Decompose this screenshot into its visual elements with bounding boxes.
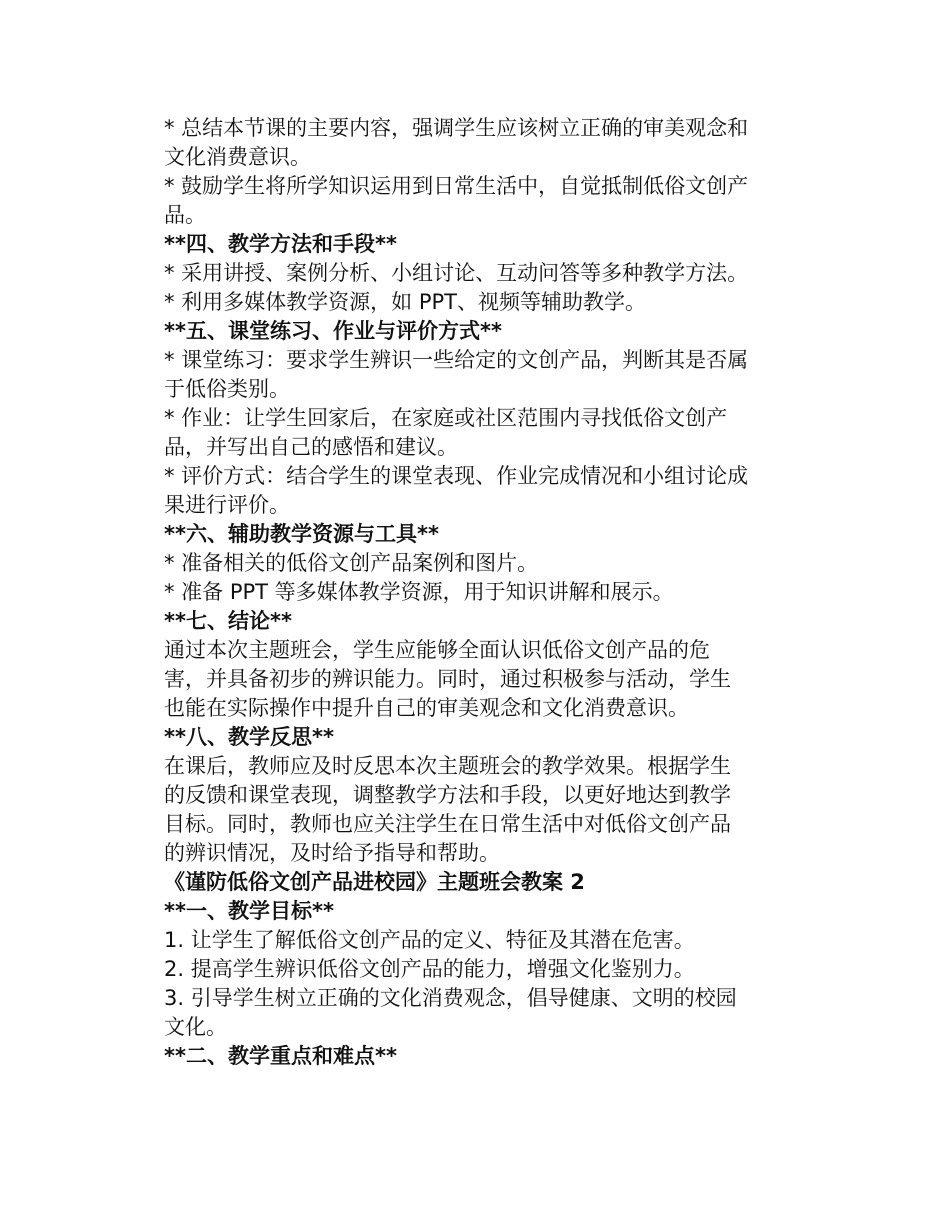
section-heading: **一、教学目标** <box>164 899 334 923</box>
document-title: 《谨防低俗文创产品进校园》主题班会教案 2 <box>164 870 585 894</box>
section-heading: **五、课堂练习、作业与评价方式** <box>164 319 502 343</box>
text-line: * 评价方式：结合学生的课堂表现、作业完成情况和小组讨论成 <box>164 464 749 488</box>
text-line: 也能在实际操作中提升自己的审美观念和文化消费意识。 <box>164 696 689 720</box>
section-heading: **七、结论** <box>164 609 292 633</box>
text-line: 文化消费意识。 <box>164 145 311 169</box>
text-line: 品，并写出自己的感悟和建议。 <box>164 435 458 459</box>
text-line: 1. 让学生了解低俗文创产品的定义、特征及其潜在危害。 <box>164 928 695 952</box>
text-line: 于低俗类别。 <box>164 377 290 401</box>
text-line: 3. 引导学生树立正确的文化消费观念，倡导健康、文明的校园 <box>164 986 737 1010</box>
text-line: 目标。同时，教师也应关注学生在日常生活中对低俗文创产品 <box>164 812 731 836</box>
section-heading: **四、教学方法和手段** <box>164 232 397 256</box>
section-heading: **六、辅助教学资源与工具** <box>164 522 439 546</box>
text-line: 的辨识情况，及时给予指导和帮助。 <box>164 841 500 865</box>
text-line: * 准备相关的低俗文创产品案例和图片。 <box>164 551 539 575</box>
text-line: 品。 <box>164 203 206 227</box>
text-line: * 采用讲授、案例分析、小组讨论、互动问答等多种教学方法。 <box>164 261 749 285</box>
document-body <box>164 114 788 1071</box>
text-line: 害，并具备初步的辨识能力。同时，通过积极参与活动，学生 <box>164 667 731 691</box>
text-line: 的反馈和课堂表现，调整教学方法和手段，以更好地达到教学 <box>164 783 731 807</box>
text-line: * 利用多媒体教学资源，如 PPT、视频等辅助教学。 <box>164 290 647 314</box>
text-line: * 作业：让学生回家后，在家庭或社区范围内寻找低俗文创产 <box>164 406 728 430</box>
text-line: 在课后，教师应及时反思本次主题班会的教学效果。根据学生 <box>164 754 731 778</box>
text-line: 通过本次主题班会，学生应能够全面认识低俗文创产品的危 <box>164 638 710 662</box>
text-line: 果进行评价。 <box>164 493 290 517</box>
text-line: 2. 提高学生辨识低俗文创产品的能力，增强文化鉴别力。 <box>164 957 695 981</box>
text-line: * 鼓励学生将所学知识运用到日常生活中，自觉抵制低俗文创产 <box>164 174 749 198</box>
text-line: * 准备 PPT 等多媒体教学资源，用于知识讲解和展示。 <box>164 580 674 604</box>
section-heading: **八、教学反思** <box>164 725 334 749</box>
text-line: * 总结本节课的主要内容，强调学生应该树立正确的审美观念和 <box>164 116 749 140</box>
section-heading: **二、教学重点和难点** <box>164 1044 397 1068</box>
text-line: * 课堂练习：要求学生辨识一些给定的文创产品，判断其是否属 <box>164 348 749 372</box>
text-line: 文化。 <box>164 1015 227 1039</box>
